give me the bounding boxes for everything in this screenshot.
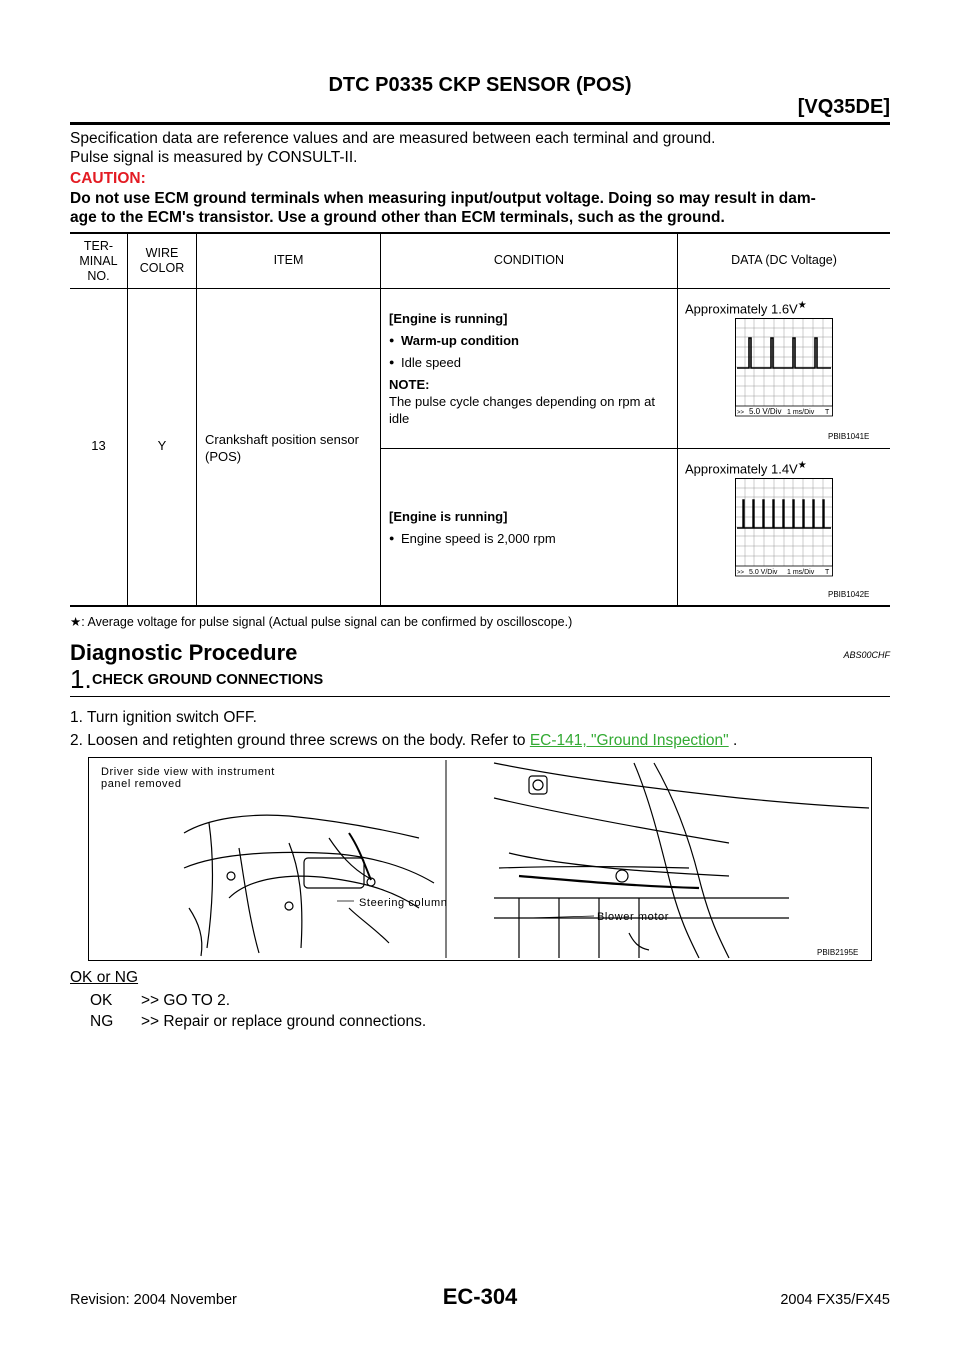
svg-text:5.0 V/Div: 5.0 V/Div (749, 569, 778, 576)
figure-label-blower-motor: Blower motor (597, 911, 669, 923)
step-rule (70, 696, 890, 697)
th-terminal: TER- MINAL NO. (79, 239, 118, 283)
figure-code: PBIB2195E (817, 948, 859, 957)
table-top-rule (70, 232, 890, 234)
header-rule (70, 122, 890, 125)
section-title: Diagnostic Procedure (70, 640, 298, 665)
cell-condition-2: [Engine is running] ● Engine speed is 2,000 rpm (389, 508, 674, 547)
th-data: DATA (DC Voltage) (731, 253, 837, 267)
page-title: DTC P0335 CKP SENSOR (POS) (328, 74, 632, 96)
oscilloscope-waveform-idle (735, 318, 833, 424)
intro-line-2: Pulse signal is measured by CONSULT-II. (70, 149, 358, 166)
cell-wire-color: Y (157, 438, 167, 453)
engine-model: [VQ35DE] (797, 96, 890, 118)
intro-line-1: Specification data are reference values and are measured between each terminal and ground. (70, 130, 716, 147)
figure-label-driver-view: Driver side view with instrument panel removed (101, 766, 275, 790)
svg-text:>>: >> (737, 410, 745, 416)
ok-key: OK (90, 992, 113, 1009)
table-header-rule (70, 288, 890, 289)
star-icon: ★ (70, 615, 82, 629)
cell-data-2-value: Approximately 1.4V★ (685, 460, 807, 477)
figure-label-steering-column: Steering column (359, 897, 448, 909)
procedure-item-1: 1. Turn ignition switch OFF. (70, 709, 257, 726)
waveform-2-code: PBIB1042E (828, 590, 870, 599)
procedure-item-2: 2. Loosen and retighten ground three screws on the body. Refer to EC-141, "Ground Inspection" . (70, 732, 738, 749)
th-item: ITEM (273, 253, 304, 267)
svg-text:>>: >> (737, 570, 745, 576)
cell-item: Crankshaft position sensor (POS) (205, 432, 359, 464)
svg-text:T: T (825, 569, 830, 576)
cell-data-1-value: Approximately 1.6V★ (685, 300, 807, 317)
ground-inspection-link[interactable]: EC-141, "Ground Inspection" (529, 732, 729, 749)
caution-line-2: age to the ECM's transistor. Use a ground other than ECM terminals, such as the ground. (70, 209, 725, 226)
step-title: CHECK GROUND CONNECTIONS (92, 672, 324, 688)
th-condition: CONDITION (493, 253, 565, 267)
caution-heading: CAUTION: (70, 170, 146, 187)
svg-text:1 ms/Div: 1 ms/Div (787, 409, 815, 416)
svg-text:T: T (825, 409, 830, 416)
table-col-divider (677, 234, 678, 605)
ng-value: >> Repair or replace ground connections. (141, 1013, 427, 1030)
table-col-divider (380, 234, 381, 605)
page-code: EC-304 (442, 1284, 518, 1309)
revision: Revision: 2004 November (70, 1292, 237, 1308)
caution-body (70, 189, 890, 227)
cell-terminal: 13 (91, 438, 106, 453)
table-col-divider (127, 234, 128, 605)
ng-key: NG (90, 1013, 114, 1030)
vehicle-model: 2004 FX35/FX45 (780, 1292, 890, 1308)
table-row-divider (380, 448, 890, 449)
ok-ng-label: OK or NG (70, 969, 139, 986)
caution-line-1: Do not use ECM ground terminals when measuring input/output voltage. Doing so may result in dam- (70, 190, 816, 207)
section-code: ABS00CHF (843, 650, 890, 660)
ok-value: >> GO TO 2. (141, 992, 231, 1009)
step-number: 1. (70, 664, 92, 694)
table-bottom-rule (70, 605, 890, 607)
svg-text:5.0 V/Div: 5.0 V/Div (749, 407, 782, 416)
cell-condition-1: [Engine is running] ● Warm-up condition ● Idle speed NOTE: The pulse cycle changes depending on rpm at idle (389, 310, 674, 427)
table-footnote: ★: Average voltage for pulse signal (Actual pulse signal can be confirmed by oscilloscope.) (70, 615, 573, 629)
svg-text:1 ms/Div: 1 ms/Div (787, 569, 815, 576)
waveform-1-code: PBIB1041E (828, 432, 870, 441)
ground-screws-figure (88, 757, 872, 961)
th-wire-color: WIRE COLOR (139, 246, 185, 275)
table-col-divider (196, 234, 197, 605)
oscilloscope-waveform-2000rpm (735, 478, 833, 584)
